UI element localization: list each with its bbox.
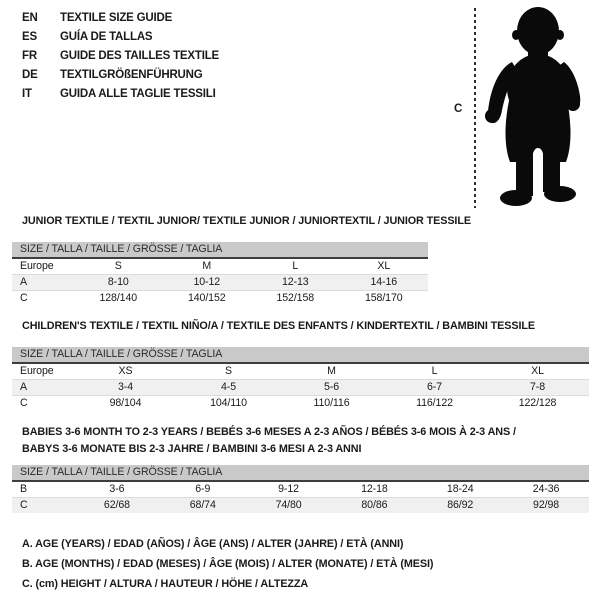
table-row-height <box>12 497 589 513</box>
value-cell: 80/86 <box>361 499 388 511</box>
language-title-list <box>22 9 219 104</box>
row-label: Europe <box>20 365 54 377</box>
value-cell: 92/98 <box>533 499 560 511</box>
value-cell: 6-7 <box>426 381 442 393</box>
value-cell: 24-36 <box>532 483 560 495</box>
lang-title: TEXTILGRÖßENFÜHRUNG <box>60 69 203 81</box>
value-cell: 62/68 <box>103 499 130 511</box>
value-cell: 140/152 <box>187 292 226 304</box>
lang-row-es <box>22 28 219 47</box>
value-cell: 12-18 <box>361 483 388 495</box>
footnote-b: B. AGE (MONTHS) / EDAD (MESES) / ÂGE (MOIS) / ALTER (MONATE) / ETÀ (MESI) <box>22 558 434 570</box>
table-row-europe <box>12 259 428 274</box>
value-cell: 8-10 <box>107 276 129 288</box>
row-label: A <box>20 276 27 288</box>
value-cell: 3-6 <box>109 483 125 495</box>
section-title-children: CHILDREN'S TEXTILE / TEXTIL NIÑO/A / TEXTILE DES ENFANTS / KINDERTEXTIL / BAMBINI TESSILE <box>22 320 535 332</box>
value-cell: 18-24 <box>446 483 474 495</box>
section-title-babies <box>22 424 588 458</box>
section-title-babies-line1: BABIES 3-6 MONTH TO 2-3 YEARS / BEBÉS 3-6 MESES A 2-3 AÑOS / BÉBÉS 3-6 MOIS À 2-3 ANS / <box>22 426 516 438</box>
row-label: C <box>20 499 28 511</box>
value-cell: 158/170 <box>364 292 403 304</box>
value-cell: 152/158 <box>276 292 315 304</box>
lang-title: TEXTILE SIZE GUIDE <box>60 12 173 24</box>
table-row-age-months <box>12 482 589 497</box>
size-cell: M <box>202 260 212 272</box>
value-cell: 4-5 <box>220 381 236 393</box>
size-cell: XL <box>531 365 544 377</box>
lang-title: GUIDE DES TAILLES TEXTILE <box>60 50 219 62</box>
section-title-junior: JUNIOR TEXTILE / TEXTIL JUNIOR/ TEXTILE JUNIOR / JUNIORTEXTIL / JUNIOR TESSILE <box>22 215 471 227</box>
lang-code: EN <box>22 12 38 24</box>
size-cell: XS <box>118 365 133 377</box>
babies-size-table <box>12 465 589 513</box>
value-cell: 86/92 <box>447 499 474 511</box>
baby-silhouette-icon <box>478 4 598 210</box>
lang-code: ES <box>22 31 37 43</box>
table-row-europe <box>12 364 589 379</box>
value-cell: 6-9 <box>195 483 211 495</box>
size-cell: XL <box>377 260 391 272</box>
value-cell: 3-4 <box>117 381 133 393</box>
value-cell: 110/116 <box>313 397 350 409</box>
row-label: Europe <box>20 260 54 272</box>
lang-code: FR <box>22 50 37 62</box>
value-cell: 9-12 <box>278 483 299 495</box>
lang-row-en <box>22 9 219 28</box>
table-row-height <box>12 395 589 411</box>
size-cell: S <box>225 365 232 377</box>
value-cell: 116/122 <box>416 397 453 409</box>
value-cell: 98/104 <box>109 397 142 409</box>
section-title-babies-line2: BABYS 3-6 MONATE BIS 2-3 JAHRE / BAMBINI 3-6 MESI A 2-3 ANNI <box>22 443 362 455</box>
table-header-bar: SIZE / TALLA / TAILLE / GRÖSSE / TAGLIA <box>12 242 428 259</box>
children-size-table <box>12 347 589 411</box>
lang-row-de <box>22 66 219 85</box>
value-cell: 12-13 <box>281 276 309 288</box>
lang-code: IT <box>22 88 32 100</box>
height-measure-label: C <box>454 103 463 115</box>
size-cell: M <box>327 365 336 377</box>
table-header-bar: SIZE / TALLA / TAILLE / GRÖSSE / TAGLIA <box>12 347 589 364</box>
row-label: A <box>20 381 27 393</box>
lang-title: GUIDA ALLE TAGLIE TESSILI <box>60 88 216 100</box>
size-cell: L <box>431 365 438 377</box>
size-cell: L <box>292 260 299 272</box>
lang-row-it <box>22 85 219 104</box>
table-row-age <box>12 274 428 290</box>
row-label: B <box>20 483 27 495</box>
height-measure-dotted-line <box>474 8 476 208</box>
table-row-height <box>12 290 428 306</box>
table-row-age <box>12 379 589 395</box>
value-cell: 14-16 <box>370 276 398 288</box>
junior-size-table <box>12 242 428 306</box>
value-cell: 10-12 <box>193 276 221 288</box>
footnote-c: C. (cm) HEIGHT / ALTURA / HAUTEUR / HÖHE / ALTEZZA <box>22 578 309 590</box>
value-cell: 104/110 <box>210 397 247 409</box>
footnote-a: A. AGE (YEARS) / EDAD (AÑOS) / ÂGE (ANS) / ALTER (JAHRE) / ETÀ (ANNI) <box>22 538 404 550</box>
value-cell: 74/80 <box>275 499 302 511</box>
row-label: C <box>20 292 28 304</box>
row-label: C <box>20 397 28 409</box>
value-cell: 122/128 <box>518 397 557 409</box>
value-cell: 7-8 <box>529 381 545 393</box>
value-cell: 5-6 <box>323 381 339 393</box>
lang-row-fr <box>22 47 219 66</box>
footnote-legend <box>22 534 433 594</box>
value-cell: 128/140 <box>99 292 138 304</box>
lang-code: DE <box>22 69 38 81</box>
lang-title: GUÍA DE TALLAS <box>60 31 153 43</box>
table-header-bar: SIZE / TALLA / TAILLE / GRÖSSE / TAGLIA <box>12 465 589 482</box>
value-cell: 68/74 <box>189 499 216 511</box>
size-cell: S <box>114 260 122 272</box>
